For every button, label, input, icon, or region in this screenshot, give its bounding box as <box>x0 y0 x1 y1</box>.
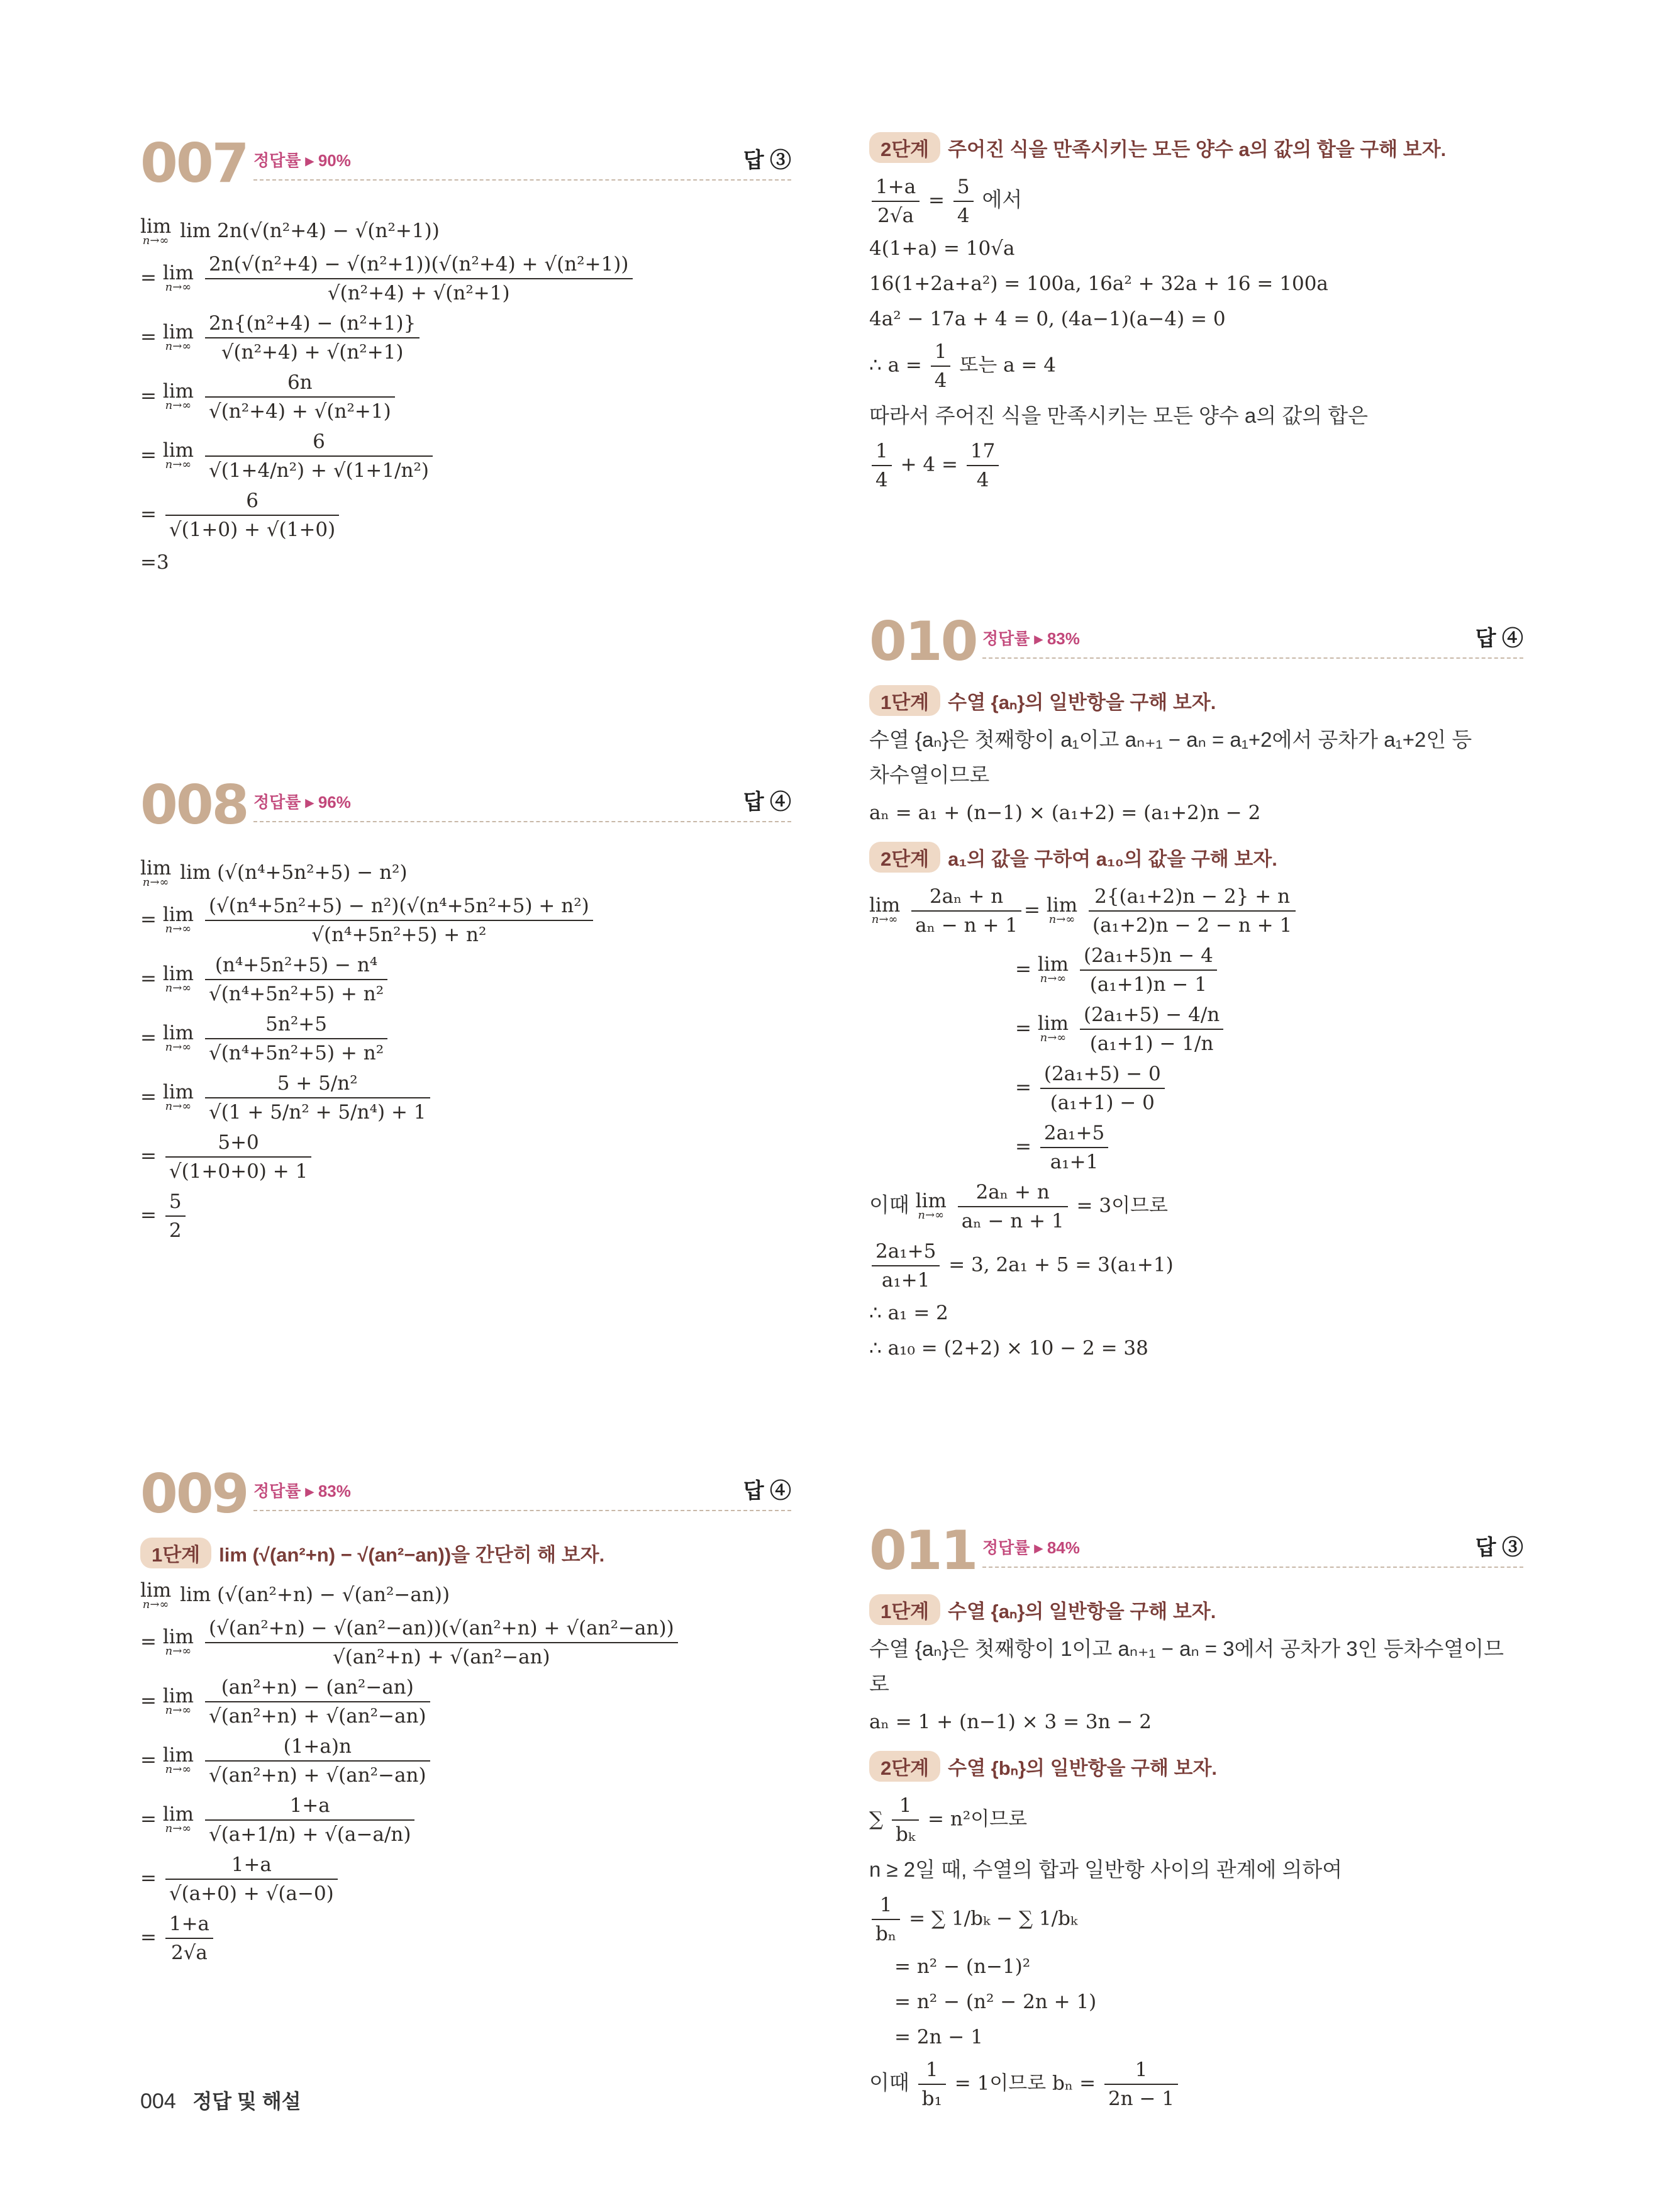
step-tag: 1단계 <box>140 1538 211 1568</box>
dashed-divider <box>982 1567 1523 1568</box>
fraction: $\frac{\text{(2a₁+5) − 0}}{\text{(a₁+1) − 0}}$ <box>1040 1061 1165 1115</box>
lim-operator: lim n→∞ <box>162 1743 194 1776</box>
math-line: = lim n→∞ $\frac{\text{(2a₁+5)n − 4}}{\text{(a₁+1)n − 1}}$ <box>869 943 1523 997</box>
fraction: $\frac{\text{(n⁴+5n²+5) − n⁴}}{\text{√(n⁴+5n²+5) + n²}}$ <box>205 952 387 1007</box>
step-tag: 2단계 <box>869 132 940 163</box>
problem-header <box>140 1460 791 1529</box>
math-line: = lim n→∞ $\frac{\text{5 + 5/n²}}{\text{√(1 + 5/n² + 5/n⁴) + 1}}$ <box>140 1071 791 1125</box>
math-line: aₙ = a₁ + (n−1) × (a₁+2) = (a₁+2)n − 2 <box>869 802 1261 824</box>
problem-008 <box>140 771 791 1248</box>
lim-operator: lim n→∞ <box>162 962 194 995</box>
expression: lim 2n(√(n²+4) − √(n²+1)) <box>180 220 440 242</box>
math-line: = lim n→∞ $\frac{\text{2n(√(n²+4) − √(n²+1))(√(n²+4) + √(n²+1))}}{\text{√(n²+4) + √(n²+1)}}$ <box>140 252 791 306</box>
math-line: = n² − (n² − 2n + 1) <box>894 1991 1097 2013</box>
expression: lim (√(n⁴+5n²+5) − n²) <box>180 861 408 884</box>
math-line: $\frac{1}{\text{bₙ}}$ = ∑ 1/bₖ − ∑ 1/bₖ <box>869 1892 1523 1947</box>
dashed-divider <box>253 821 791 822</box>
fraction: $\frac{6}{√(1+0) + √(1+0)}$ <box>165 488 339 542</box>
math-line: = $\frac{5}{2}$ <box>140 1189 791 1243</box>
fraction: $\frac{\text{2n(√(n²+4) − √(n²+1))(√(n²+4) + √(n²+1))}}{\text{√(n²+4) + √(n²+1)}}$ <box>205 252 633 306</box>
problem-header <box>140 129 791 198</box>
page-number: 004 <box>140 2089 176 2113</box>
math-line: = 2n − 1 <box>894 2026 983 2048</box>
lim-operator: lim n→∞ <box>140 215 172 247</box>
text-line: 차수열이므로 <box>869 763 990 786</box>
math-line: 이때 $\frac{1}{\text{b₁}}$ = 1이므로 bₙ = $\frac{1}{2n - 1}$ <box>869 2057 1523 2111</box>
fraction: $\frac{\text{2aₙ + n}}{\text{aₙ − n + 1}}$ <box>958 1180 1068 1234</box>
fraction: $\frac{\text{(√(an²+n) − √(an²−an))(√(an²+n) + √(an²−an))}}{\text{√(an²+n) + √(an²−an)}}$ <box>205 1616 678 1670</box>
fraction: $\frac{\text{(an²+n) − (an²−an)}}{\text{√(an²+n) + √(an²−an)}}$ <box>205 1675 430 1729</box>
problem-number: 007 <box>140 132 248 195</box>
math-line: ∴ a₁ = 2 <box>869 1302 948 1324</box>
footer-title: 정답 및 해설 <box>192 2090 301 2113</box>
answer-label: 답 ③ <box>1475 1536 1523 1560</box>
lim-operator: lim n→∞ <box>162 1080 194 1113</box>
fraction: $\frac{1+a}{2√a}$ <box>165 1911 213 1965</box>
text-line: 수열 {aₙ}은 첫째항이 a₁이고 aₙ₊₁ − aₙ = a₁+2에서 공차가 a₁+2인 등 <box>869 728 1472 751</box>
text-line: n ≥ 2일 때, 수열의 합과 일반항 사이의 관계에 의하여 <box>869 1858 1343 1881</box>
fraction: $\frac{\text{2a₁+5}}{\text{a₁+1}}$ <box>1040 1120 1108 1175</box>
lim-operator: lim n→∞ <box>162 1802 194 1835</box>
math-line: lim n→∞ $\frac{\text{2aₙ + n}}{\text{aₙ − n + 1}}$ = lim n→∞ $\frac{\text{2\{(a₁+2)n − 2\} + n}}{\text{(a₁+2)n − 2 − n + 1}}$ <box>869 884 1523 938</box>
math-line: $\frac{1+a}{2√a}$ = $\frac{5}{4}$ 에서 <box>869 174 1523 228</box>
lim-operator: lim n→∞ <box>1037 1012 1069 1044</box>
math-line: = $\frac{1+a}{√(a+0) + √(a-0)}$ <box>140 1852 791 1906</box>
fraction: $\frac{1}{4}$ <box>872 438 892 493</box>
math-line: = lim n→∞ $\frac{\text{(√(n⁴+5n²+5) − n²)(√(n⁴+5n²+5) + n²)}}{\text{√(n⁴+5n²+5) + n²}}$ <box>140 893 791 947</box>
math-line: ∴ a₁₀ = (2+2) × 10 − 2 = 38 <box>869 1337 1148 1360</box>
math-line: = lim n→∞ $\frac{6n}{\text{√(n²+4) + √(n²+1)}}$ <box>140 370 791 424</box>
correct-rate: 정답률 ▸ 90% <box>253 151 351 170</box>
answer-label: 답 ④ <box>1475 627 1523 651</box>
step-tag: 1단계 <box>869 1594 940 1625</box>
problem-number: 011 <box>869 1519 977 1582</box>
math-line: = n² − (n−1)² <box>894 1955 1031 1978</box>
step-2-heading: 2단계 수열 {bₙ}의 일반항을 구해 보자. <box>869 1751 1217 1782</box>
fraction: $\frac{\text{(2a₁+5) − 4/n}}{\text{(a₁+1) − 1/n}}$ <box>1080 1002 1223 1056</box>
lim-operator: lim n→∞ <box>869 894 901 926</box>
fraction: $\frac{1}{\text{bₖ}}$ <box>892 1793 919 1847</box>
problem-number: 009 <box>140 1463 248 1526</box>
math-line: $\frac{1}{4}$ + 4 = $\frac{17}{4}$ <box>869 438 1523 493</box>
fraction: $\frac{1+a}{√(a+0) + √(a-0)}$ <box>165 1852 338 1906</box>
lim-operator: lim n→∞ <box>162 903 194 936</box>
math-line: = $\frac{\text{(2a₁+5) − 0}}{\text{(a₁+1) − 0}}$ <box>869 1061 1523 1115</box>
math-line: 4a² − 17a + 4 = 0, (4a−1)(a−4) = 0 <box>869 308 1226 330</box>
answer-label: 답 ④ <box>743 1479 791 1503</box>
answer-label: 답 ④ <box>743 790 791 814</box>
problem-009 <box>140 1460 791 1970</box>
math-line: = lim n→∞ $\frac{\text{(2a₁+5) − 4/n}}{\text{(a₁+1) − 1/n}}$ <box>869 1002 1523 1056</box>
math-line: = lim n→∞ $\frac{\text{(an²+n) − (an²−an)}}{\text{√(an²+n) + √(an²−an)}}$ <box>140 1675 791 1729</box>
lim-operator: lim n→∞ <box>915 1190 947 1222</box>
lim-operator: lim n→∞ <box>140 1578 172 1611</box>
page-footer <box>140 2086 301 2114</box>
step-tag: 2단계 <box>869 842 940 873</box>
fraction: $\frac{\text{2a₁+5}}{\text{a₁+1}}$ <box>872 1239 940 1293</box>
fraction: $\frac{5}{4}$ <box>953 174 974 228</box>
dashed-divider <box>253 1510 791 1511</box>
fraction: $\frac{6n}{\text{√(n²+4) + √(n²+1)}}$ <box>205 370 395 424</box>
lim-operator: lim n→∞ <box>1046 894 1078 926</box>
lim-operator: lim n→∞ <box>1037 953 1069 985</box>
math-line: =3 <box>140 550 169 574</box>
fraction: $\frac{\text{(2a₁+5)n − 4}}{\text{(a₁+1)n − 1}}$ <box>1080 943 1217 997</box>
math-line: = lim n→∞ $\frac{\text{(√(an²+n) − √(an²−an))(√(an²+n) + √(an²−an))}}{\text{√(an²+n) + √(an²−an)}}$ <box>140 1616 791 1670</box>
math-line: = $\frac{1+a}{2√a}$ <box>140 1911 791 1965</box>
math-line: 4(1+a) = 10√a <box>869 237 1015 260</box>
fraction: $\frac{17}{4}$ <box>967 438 999 493</box>
problem-number: 010 <box>869 610 977 673</box>
lim-operator: lim n→∞ <box>140 856 172 889</box>
fraction: $\frac{\text{2aₙ + n}}{\text{aₙ − n + 1}}$ <box>911 884 1021 938</box>
fraction: $\frac{1}{\text{b₁}}$ <box>918 2057 946 2111</box>
math-line <box>140 216 791 247</box>
math-line: = $\frac{6}{√(1+0) + √(1+0)}$ <box>140 488 791 542</box>
math-line <box>140 1580 791 1611</box>
fraction: $\frac{1+a}{2√a}$ <box>872 174 920 228</box>
problem-header <box>869 607 1523 676</box>
fraction: $\frac{\text{5n²+5}}{\text{√(n⁴+5n²+5) + n²}}$ <box>205 1012 387 1066</box>
math-line: = lim n→∞ $\frac{\text{5n²+5}}{\text{√(n⁴+5n²+5) + n²}}$ <box>140 1012 791 1066</box>
correct-rate: 정답률 ▸ 84% <box>982 1538 1080 1557</box>
step-1-heading: 1단계 수열 {aₙ}의 일반항을 구해 보자. <box>869 1594 1216 1625</box>
lim-operator: lim n→∞ <box>162 261 194 294</box>
math-line: ∴ a = $\frac{1}{4}$ 또는 a = 4 <box>869 340 1056 392</box>
problem-007 <box>140 129 791 583</box>
correct-rate: 정답률 ▸ 96% <box>253 793 351 812</box>
problem-010 <box>869 607 1523 1368</box>
dashed-divider <box>982 657 1523 659</box>
lim-operator: lim n→∞ <box>162 1021 194 1054</box>
math-line: = lim n→∞ $\frac{\text{(n⁴+5n²+5) − n⁴}}{\text{√(n⁴+5n²+5) + n²}}$ <box>140 952 791 1007</box>
lim-operator: lim n→∞ <box>162 379 194 412</box>
lim-operator: lim n→∞ <box>162 438 194 471</box>
step-1-heading: 1단계 수열 {aₙ}의 일반항을 구해 보자. <box>869 685 1216 716</box>
lim-operator: lim n→∞ <box>162 1625 194 1658</box>
text-line: 따라서 주어진 식을 만족시키는 모든 양수 a의 값의 합은 <box>869 404 1369 427</box>
answer-label: 답 ③ <box>743 148 791 172</box>
lim-operator: lim n→∞ <box>162 1684 194 1717</box>
step-tag: 2단계 <box>869 1751 940 1782</box>
problem-009-step2 <box>869 132 1523 498</box>
fraction: $\frac{1}{4}$ <box>931 339 951 393</box>
problem-number: 008 <box>140 774 248 837</box>
fraction: $\frac{5}{2}$ <box>165 1189 186 1243</box>
fraction: $\frac{\text{(√(n⁴+5n²+5) − n²)(√(n⁴+5n²+5) + n²)}}{\text{√(n⁴+5n²+5) + n²}}$ <box>205 893 593 947</box>
step-tag: 1단계 <box>869 685 940 716</box>
math-line: = lim n→∞ $\frac{1+a}{√(a+1/n) + √(a-a/n)}$ <box>140 1793 791 1847</box>
dashed-divider <box>253 179 791 181</box>
math-line: = lim n→∞ $\frac{(1+a)n}{\text{√(an²+n) + √(an²−an)}}$ <box>140 1734 791 1788</box>
text-line: 수열 {aₙ}은 첫째항이 1이고 aₙ₊₁ − aₙ = 3에서 공차가 3인 등차수열이므로 <box>869 1637 1504 1695</box>
step-1-heading: 1단계 lim (√(an²+n) − √(an²−an))을 간단히 해 보자. <box>140 1538 604 1568</box>
math-line: = $\frac{5+0}{√(1+0+0) + 1}$ <box>140 1130 791 1184</box>
problem-011 <box>869 1516 1523 2116</box>
fraction: $\frac{1+a}{√(a+1/n) + √(a-a/n)}$ <box>205 1793 415 1847</box>
correct-rate: 정답률 ▸ 83% <box>982 629 1080 648</box>
problem-header <box>140 771 791 840</box>
step-2-heading: 2단계 a₁의 값을 구하여 a₁₀의 값을 구해 보자. <box>869 842 1277 873</box>
step-2-heading: 2단계 주어진 식을 만족시키는 모든 양수 a의 값의 합을 구해 보자. <box>869 132 1446 163</box>
math-line: $\frac{\text{2a₁+5}}{\text{a₁+1}}$ = 3, 2a₁ + 5 = 3(a₁+1) <box>869 1239 1523 1293</box>
correct-rate: 정답률 ▸ 83% <box>253 1482 351 1500</box>
math-line: = $\frac{\text{2a₁+5}}{\text{a₁+1}}$ <box>869 1120 1523 1175</box>
problem-header <box>869 1516 1523 1585</box>
fraction: $\frac{5+0}{√(1+0+0) + 1}$ <box>165 1130 311 1184</box>
math-line: 16(1+2a+a²) = 100a, 16a² + 32a + 16 = 100a <box>869 272 1328 295</box>
math-line: = lim n→∞ $\frac{6}{\text{√(1+4/n²) + √(1+1/n²)}}$ <box>140 429 791 483</box>
math-line: = lim n→∞ $\frac{\text{2n\{(n²+4) − (n²+1)\}}}{\text{√(n²+4) + √(n²+1)}}$ <box>140 311 791 365</box>
math-line <box>140 857 791 888</box>
fraction: $\frac{6}{\text{√(1+4/n²) + √(1+1/n²)}}$ <box>205 429 433 483</box>
lim-operator: lim n→∞ <box>162 320 194 353</box>
fraction: $\frac{(1+a)n}{\text{√(an²+n) + √(an²−an)}}$ <box>205 1734 430 1788</box>
fraction: $\frac{\text{2\{(a₁+2)n − 2\} + n}}{\text{(a₁+2)n − 2 − n + 1}}$ <box>1089 884 1296 938</box>
fraction: $\frac{1}{2n - 1}$ <box>1104 2057 1178 2111</box>
math-line: 이때 lim n→∞ $\frac{\text{2aₙ + n}}{\text{aₙ − n + 1}}$ = 3이므로 <box>869 1181 1168 1232</box>
math-line: aₙ = 1 + (n−1) × 3 = 3n − 2 <box>869 1711 1152 1733</box>
fraction: $\frac{\text{5 + 5/n²}}{\text{√(1 + 5/n² + 5/n⁴) + 1}}$ <box>205 1071 430 1125</box>
math-line: ∑ $\frac{1}{\text{bₖ}}$ = n²이므로 <box>869 1794 1028 1846</box>
expression: lim (√(an²+n) − √(an²−an)) <box>180 1584 450 1606</box>
fraction: $\frac{\text{2n\{(n²+4) − (n²+1)\}}}{\text{√(n²+4) + √(n²+1)}}$ <box>205 311 420 365</box>
fraction: $\frac{1}{\text{bₙ}}$ <box>872 1892 900 1947</box>
